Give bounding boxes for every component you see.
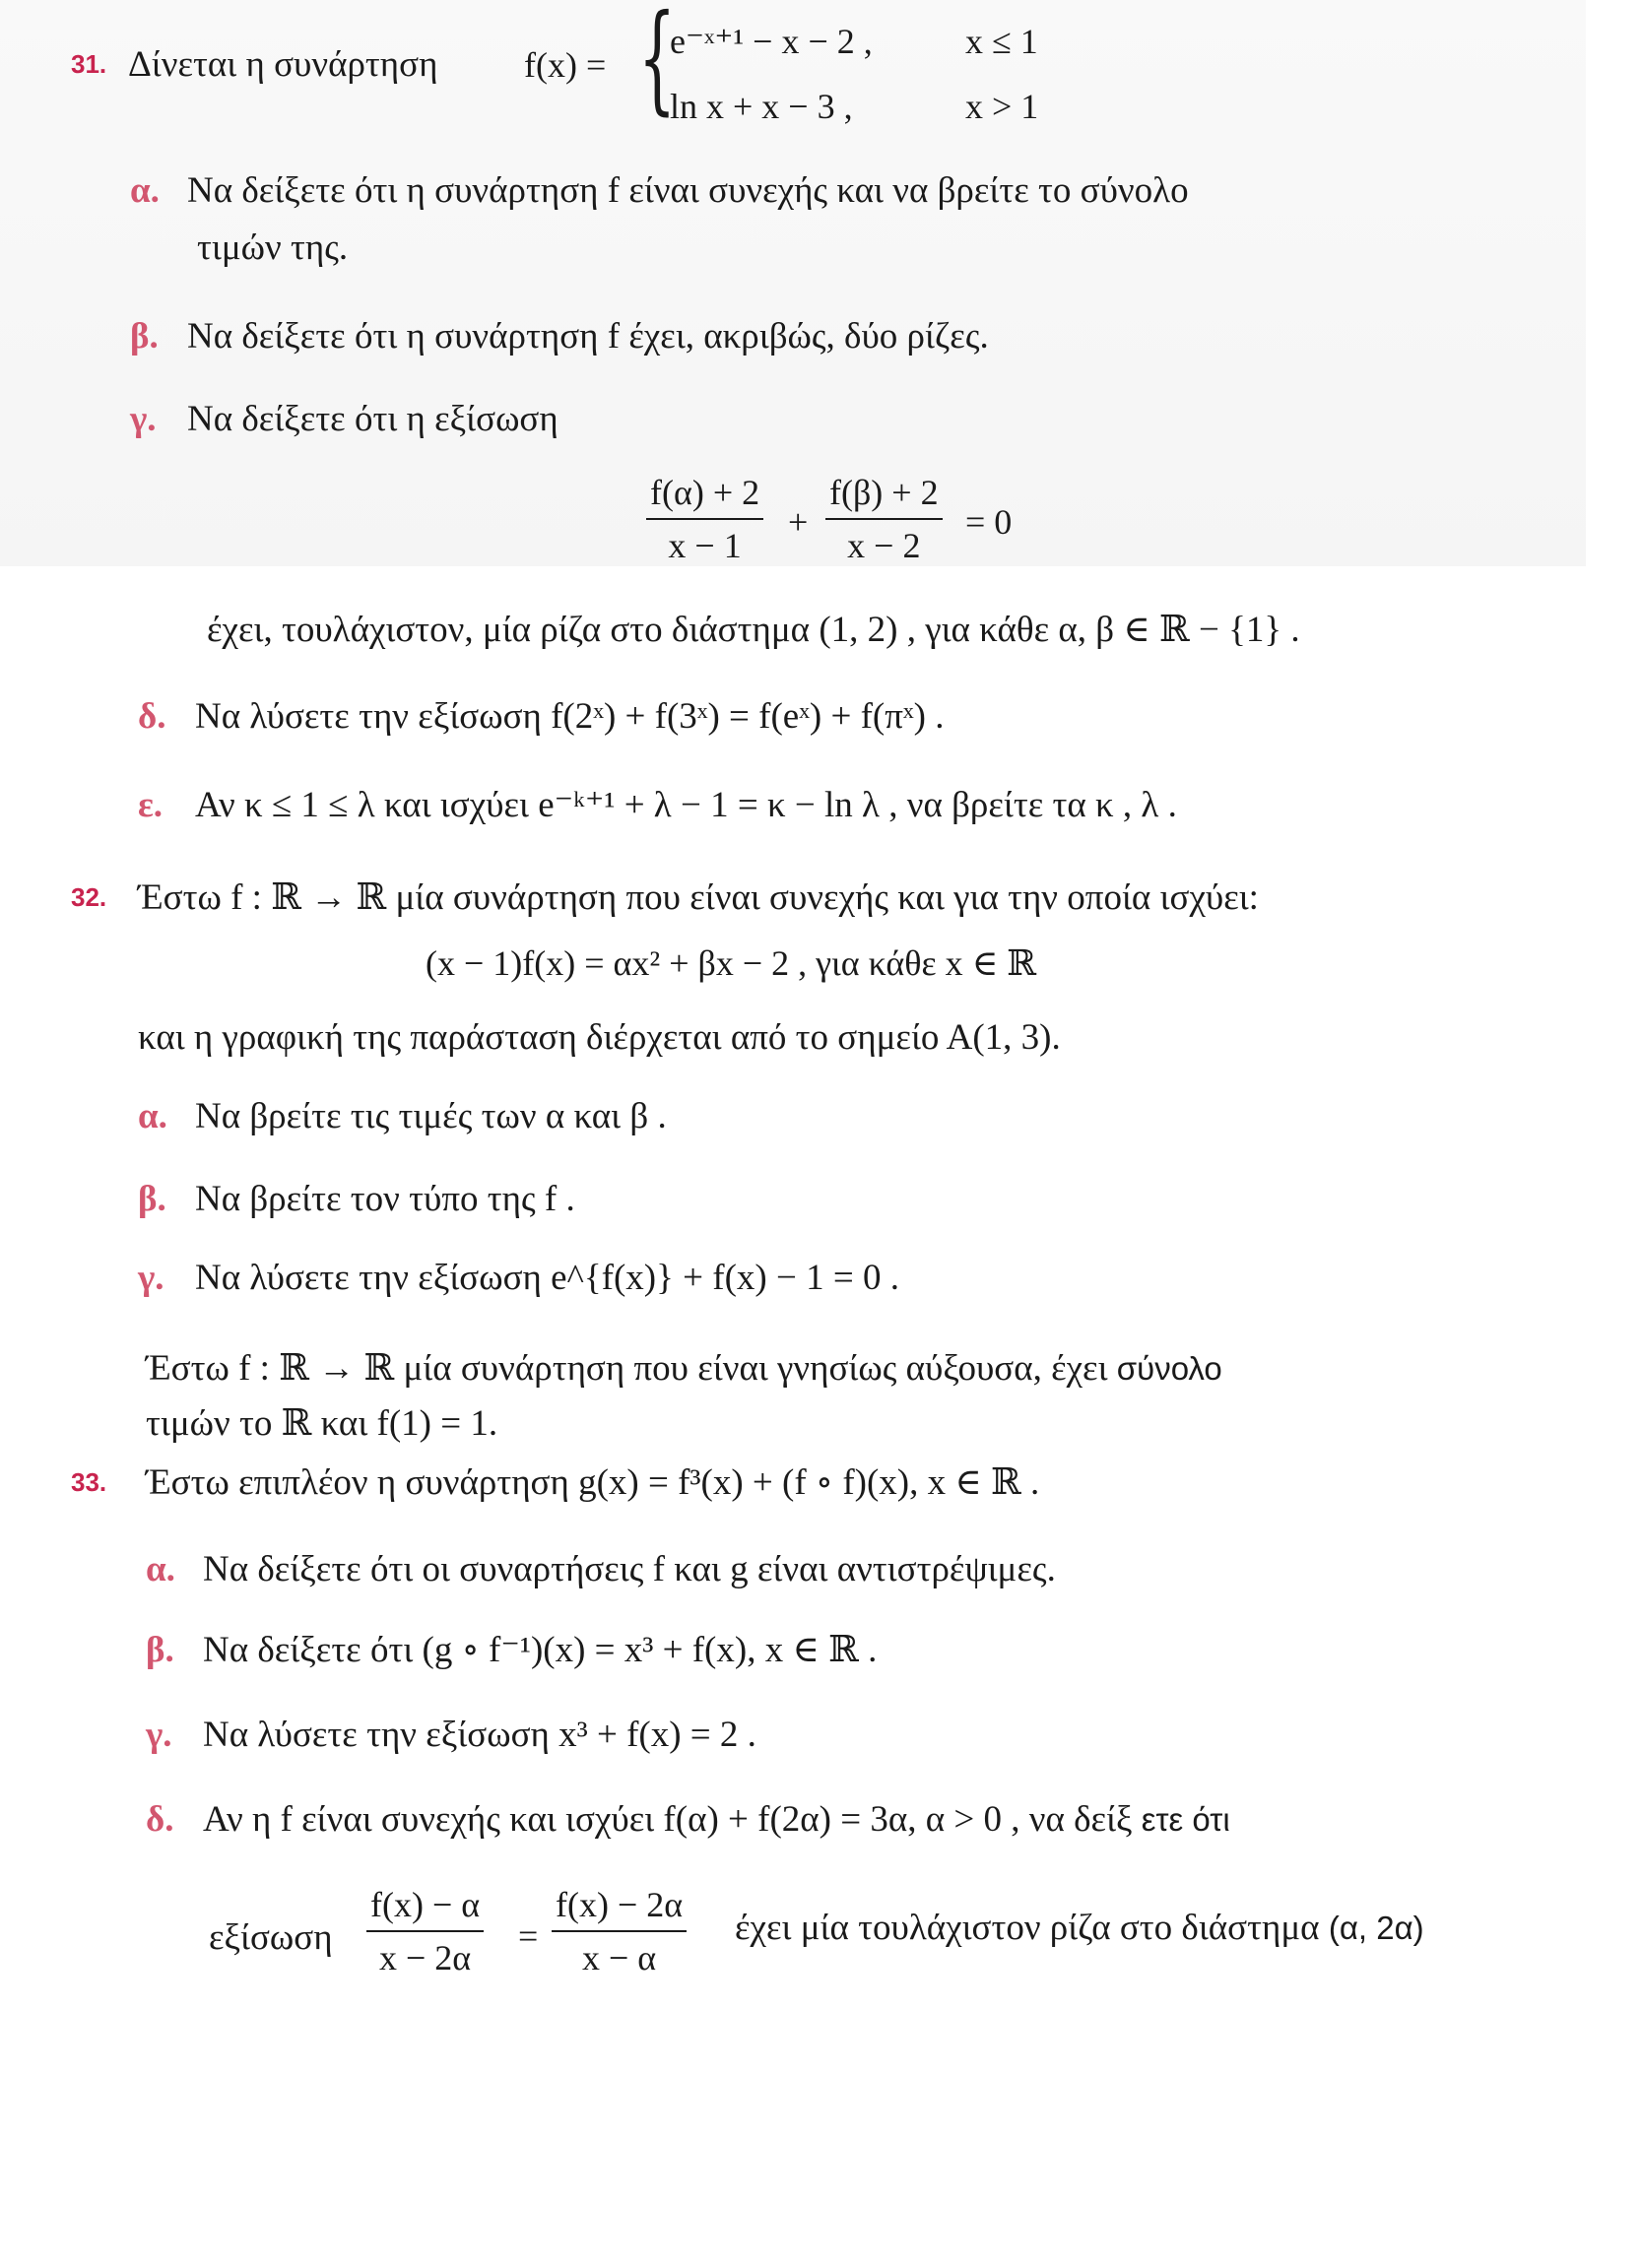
problem-31-part-b: [130, 315, 989, 358]
problem-31-part-e: [138, 784, 1177, 827]
problem-32-part-c: [138, 1257, 899, 1300]
problem-32-intro: Έστω f : ℝ → ℝ μία συνάρτηση που είναι συνεχής και για την οποία ισχύει:: [138, 877, 1259, 918]
part-text: Να δείξετε ότι οι συναρτήσεις f και g είναι αντιστρέψιμες.: [203, 1549, 1056, 1589]
part-label: β.: [146, 1630, 174, 1670]
problem-31-part-a-cont: τιμών της.: [197, 227, 349, 268]
part-text: Να βρείτε τον τύπο της f .: [195, 1179, 575, 1219]
fraction-1-denominator: x − 1: [668, 526, 742, 565]
fraction-2-numerator: f(β) + 2: [825, 471, 943, 520]
fraction-3: [366, 1883, 484, 1979]
problem-31-part-c-cont: έχει, τουλάχιστον, μία ρίζα στο διάστημα (1, 2) , για κάθε α, β ∈ ℝ − {1} .: [207, 610, 1300, 650]
part-text: Να λύσετε την εξίσωση f(2ˣ) + f(3ˣ) = f(eˣ) + f(πˣ) .: [195, 696, 945, 737]
problem-32-number: 32.: [71, 882, 107, 912]
part-label: α.: [130, 170, 160, 211]
equals-sign: =: [518, 1916, 539, 1956]
fraction-4-denominator: x − α: [581, 1938, 657, 1977]
part-label: δ.: [146, 1799, 174, 1840]
fraction-4: [552, 1883, 687, 1979]
problem-33-intro: Έστω επιπλέον η συνάρτηση g(x) = f³(x) + (f ∘ f)(x), x ∈ ℝ .: [146, 1462, 1040, 1503]
plus-sign: +: [788, 502, 809, 542]
piecewise-case-1: e⁻ˣ⁺¹ − x − 2 ,: [670, 22, 873, 61]
part-label: γ.: [138, 1258, 164, 1298]
part-label: α.: [146, 1549, 175, 1589]
problem-31-part-a: [130, 169, 1189, 213]
problem-31-fx: f(x) =: [524, 45, 607, 85]
continuation-text: έχει μία τουλάχιστον ρίζα στο διάστημα: [735, 1908, 1320, 1948]
problem-33-part-a: [146, 1548, 1056, 1591]
piecewise-condition-1: x ≤ 1: [965, 22, 1038, 61]
part-text: Αν η f είναι συνεχής και ισχύει f(α) + f(2α) = 3α, α > 0 , να δείξ: [203, 1799, 1133, 1840]
problem-33-part-d-cont: [735, 1907, 1424, 1950]
part-text-sans: ετε ότι: [1141, 1801, 1230, 1838]
piecewise-condition-2: x > 1: [965, 87, 1039, 126]
part-text: Να δείξετε ότι η εξίσωση: [187, 399, 558, 439]
part-text: Να λύσετε την εξίσωση e^{f(x)} + f(x) − 1 = 0 .: [195, 1258, 899, 1298]
fraction-4-numerator: f(x) − 2α: [552, 1883, 687, 1932]
problem-33-part-b: [146, 1629, 877, 1672]
part-label: β.: [138, 1179, 166, 1219]
fraction-3-denominator: x − 2α: [378, 1938, 472, 1977]
part-label: γ.: [130, 399, 157, 439]
problem-32-equation: (x − 1)f(x) = αx² + βx − 2 , για κάθε x ∈ ℝ: [426, 943, 1037, 983]
problem-31-part-c: [130, 398, 558, 441]
part-label: α.: [138, 1096, 167, 1136]
fraction-2-denominator: x − 2: [847, 526, 921, 565]
problem-32-part-b: [138, 1178, 575, 1221]
preamble-text: Έστω f : ℝ → ℝ μία συνάρτηση που είναι γνησίως αύξουσα, έχει: [146, 1348, 1108, 1389]
problem-33-part-c: [146, 1714, 756, 1757]
part-text: Να δείξετε ότι (g ∘ f⁻¹)(x) = x³ + f(x), x ∈ ℝ .: [203, 1630, 878, 1670]
problem-32-part-a: [138, 1095, 667, 1138]
problem-33-part-d: [146, 1798, 1230, 1842]
piecewise-brace: {: [638, 0, 677, 127]
fraction-1-numerator: f(α) + 2: [646, 471, 763, 520]
part-label: β.: [130, 316, 159, 356]
part-text: Να δείξετε ότι η συνάρτηση f έχει, ακριβώς, δύο ρίζες.: [187, 316, 989, 356]
part-label: ε.: [138, 785, 164, 825]
problem-31-number: 31.: [71, 49, 107, 79]
equals-zero: = 0: [965, 502, 1013, 542]
part-text: Αν κ ≤ 1 ≤ λ και ισχύει e⁻ᵏ⁺¹ + λ − 1 = κ − ln λ , να βρείτε τα κ , λ .: [195, 785, 1177, 825]
part-text: Να λύσετε την εξίσωση x³ + f(x) = 2 .: [203, 1715, 756, 1755]
problem-33-preamble-2: τιμών το ℝ και f(1) = 1.: [146, 1403, 498, 1444]
part-label: δ.: [138, 696, 166, 737]
preamble-text-sans: σύνολο: [1116, 1350, 1222, 1387]
fraction-1: [646, 471, 763, 567]
part-text: Να βρείτε τις τιμές των α και β .: [195, 1096, 667, 1136]
part-text: Να δείξετε ότι η συνάρτηση f είναι συνεχής και να βρείτε το σύνολο: [187, 170, 1189, 211]
problem-33-equation-word: εξίσωση: [209, 1917, 333, 1958]
problem-33-preamble-1: [146, 1347, 1222, 1391]
problem-33-number: 33.: [71, 1467, 107, 1497]
fraction-2: [825, 471, 943, 567]
part-label: γ.: [146, 1715, 172, 1755]
problem-31-intro: Δίνεται η συνάρτηση: [128, 44, 438, 85]
problem-31-part-d: [138, 695, 944, 739]
problem-32-text: και η γραφική της παράσταση διέρχεται από το σημείο Α(1, 3).: [138, 1017, 1061, 1058]
interval: (α, 2α): [1328, 1910, 1424, 1946]
piecewise-case-2: ln x + x − 3 ,: [670, 87, 853, 126]
fraction-3-numerator: f(x) − α: [366, 1883, 484, 1932]
